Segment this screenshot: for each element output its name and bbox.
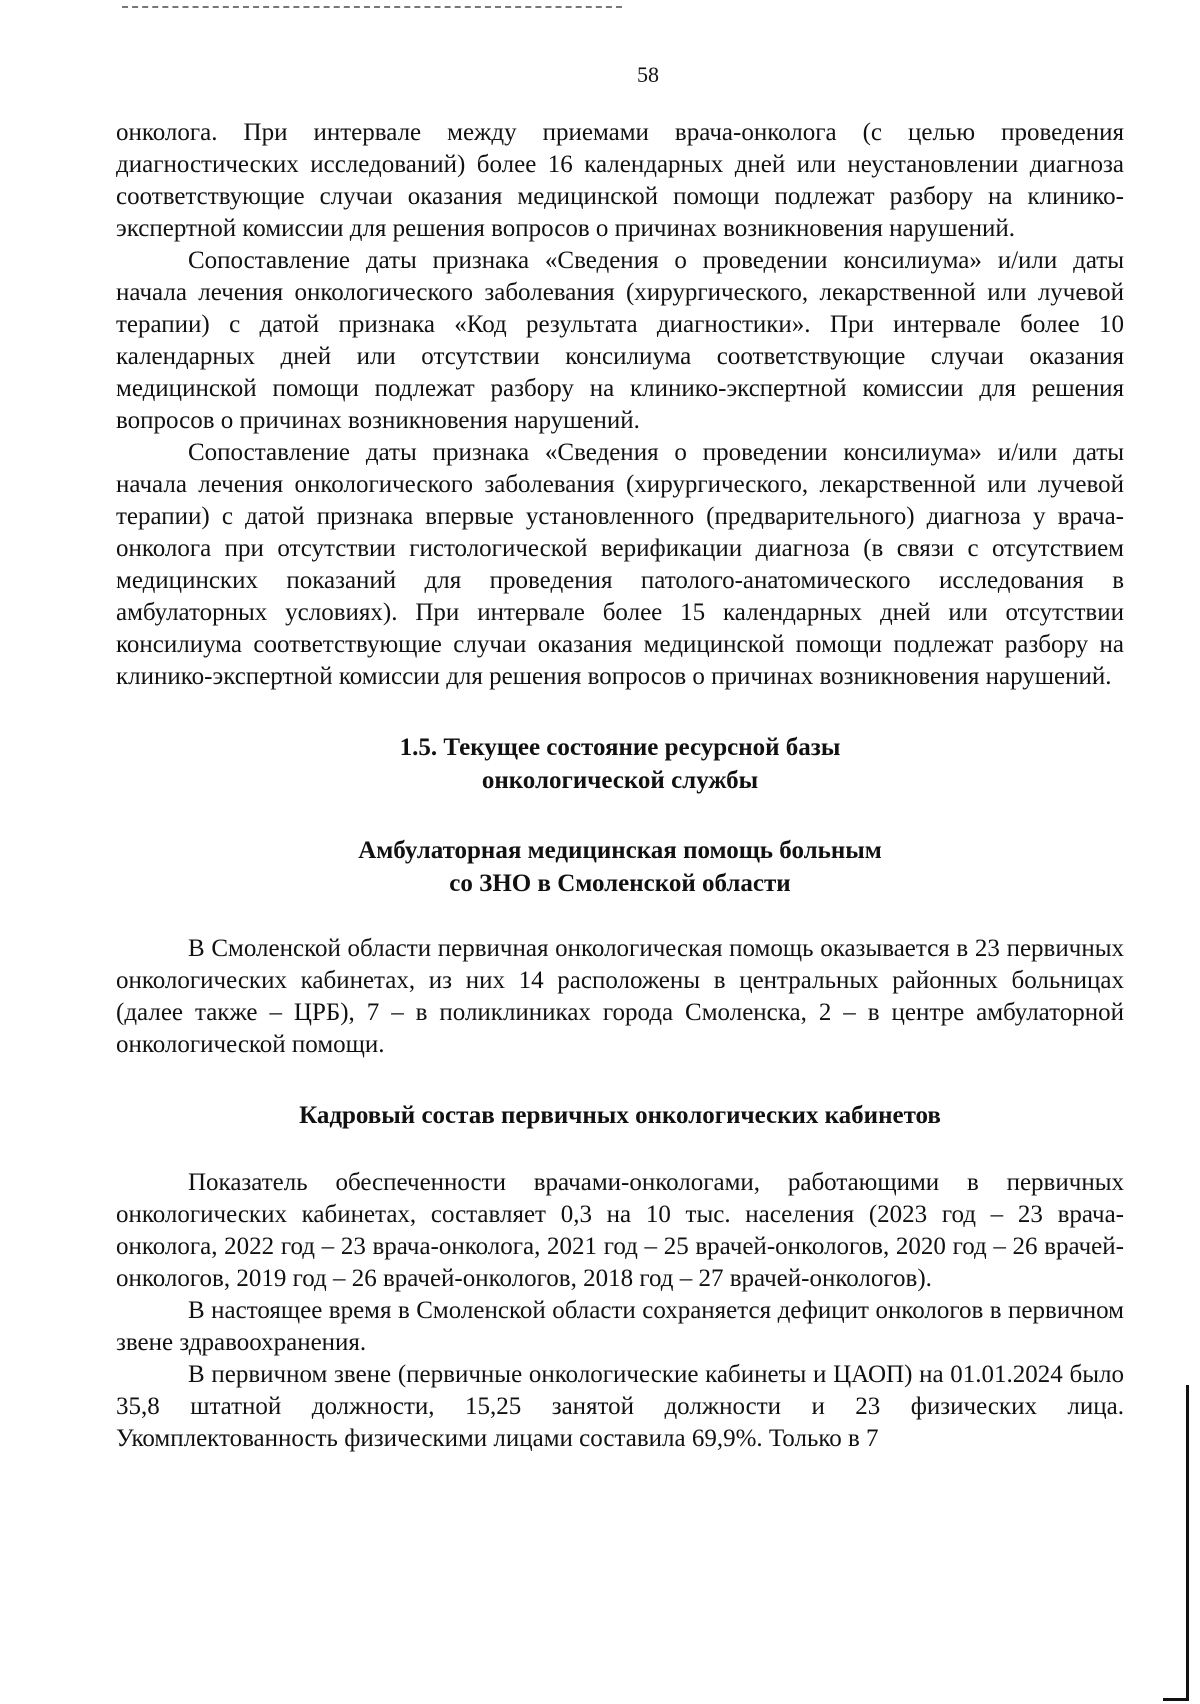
section-heading-line-1: 1.5. Текущее состояние ресурсной базы <box>399 734 841 761</box>
scan-edge-bracket-foot <box>1163 1698 1189 1701</box>
subheading-outpatient-line-1: Амбулаторная медицинская помощь больным <box>358 837 882 864</box>
section-heading <box>116 731 1124 797</box>
section-heading-line-2: онкологической службы <box>481 767 759 794</box>
subheading-outpatient <box>116 834 1124 900</box>
paragraph-staff-deficit: В настоящее время в Смоленской области сохраняется дефицит онкологов в первичном звене здравоохранения. <box>116 1297 1124 1356</box>
paragraph-staff-positions: В первичном звене (первичные онкологические кабинеты и ЦАОП) на 01.01.2024 было 35,8 штатной должности, 15,25 занятой должности и 23 физических лица. Укомплектованность физическими лицами составила 69,9%. Только в 7 <box>116 1361 1124 1452</box>
paragraph-consilium-histology: Сопоставление даты признака «Сведения о проведении консилиума» и/или даты начала лечения онкологического заболевания (хирургического, лекарственной или лучевой терапии) с датой признака впервые установленного (предварительного) диагноза у врача-онколога при отсутствии гистологической верификации диагноза (в связи с отсутствием медицинских показаний для проведения патолого-анатомического исследования в амбулаторных условиях). При интервале более 15 календарных дней или отсутствии консилиума соответствующие случаи оказания медицинской помощи подлежат разбору на клинико-экспертной комиссии для решения вопросов о причинах возникновения нарушений. <box>116 439 1124 690</box>
paragraph-staff-ratio: Показатель обеспеченности врачами-онкологами, работающими в первичных онкологических кабинетах, составляет 0,3 на 10 тыс. населения (2023 год – 23 врача-онколога, 2022 год – 23 врача-онколога, 2021 год – 25 врачей-онкологов, 2020 год – 26 врачей-онкологов, 2019 год – 26 врачей-онкологов, 2018 год – 27 врачей-онкологов). <box>116 1169 1124 1292</box>
scan-edge-bracket <box>1186 1385 1189 1701</box>
paragraph-outpatient-offices: В Смоленской области первичная онкологическая помощь оказывается в 23 первичных онкологических кабинетах, из них 14 расположены в центральных районных больницах (далее также – ЦРБ), 7 – в поликлиниках города Смоленска, 2 – в центре амбулаторной онкологической помощи. <box>116 935 1124 1058</box>
subheading-staff: Кадровый состав первичных онкологических кабинетов <box>299 1102 941 1129</box>
paragraph-consilium-diagnostics: Сопоставление даты признака «Сведения о проведении консилиума» и/или даты начала лечения онкологического заболевания (хирургического, лекарственной или лучевой терапии) с датой признака «Код результата диагностики». При интервале более 10 календарных дней или отсутствии консилиума соответствующие случаи оказания медицинской помощи подлежат разбору на клинико-экспертной комиссии для решения вопросов о причинах возникновения нарушений. <box>116 247 1124 434</box>
paragraph-continuation: онколога. При интервале между приемами врача-онколога (с целью проведения диагностических исследований) более 16 календарных дней или неустановлении диагноза соответствующие случаи оказания медицинской помощи подлежат разбору на клинико-экспертной комиссии для решения вопросов о причинах возникновения нарушений. <box>116 119 1124 242</box>
page-number: 58 <box>637 62 659 87</box>
subheading-outpatient-line-2: со ЗНО в Смоленской области <box>449 870 791 897</box>
scan-top-rule <box>122 6 622 8</box>
document-body <box>116 117 1124 1455</box>
